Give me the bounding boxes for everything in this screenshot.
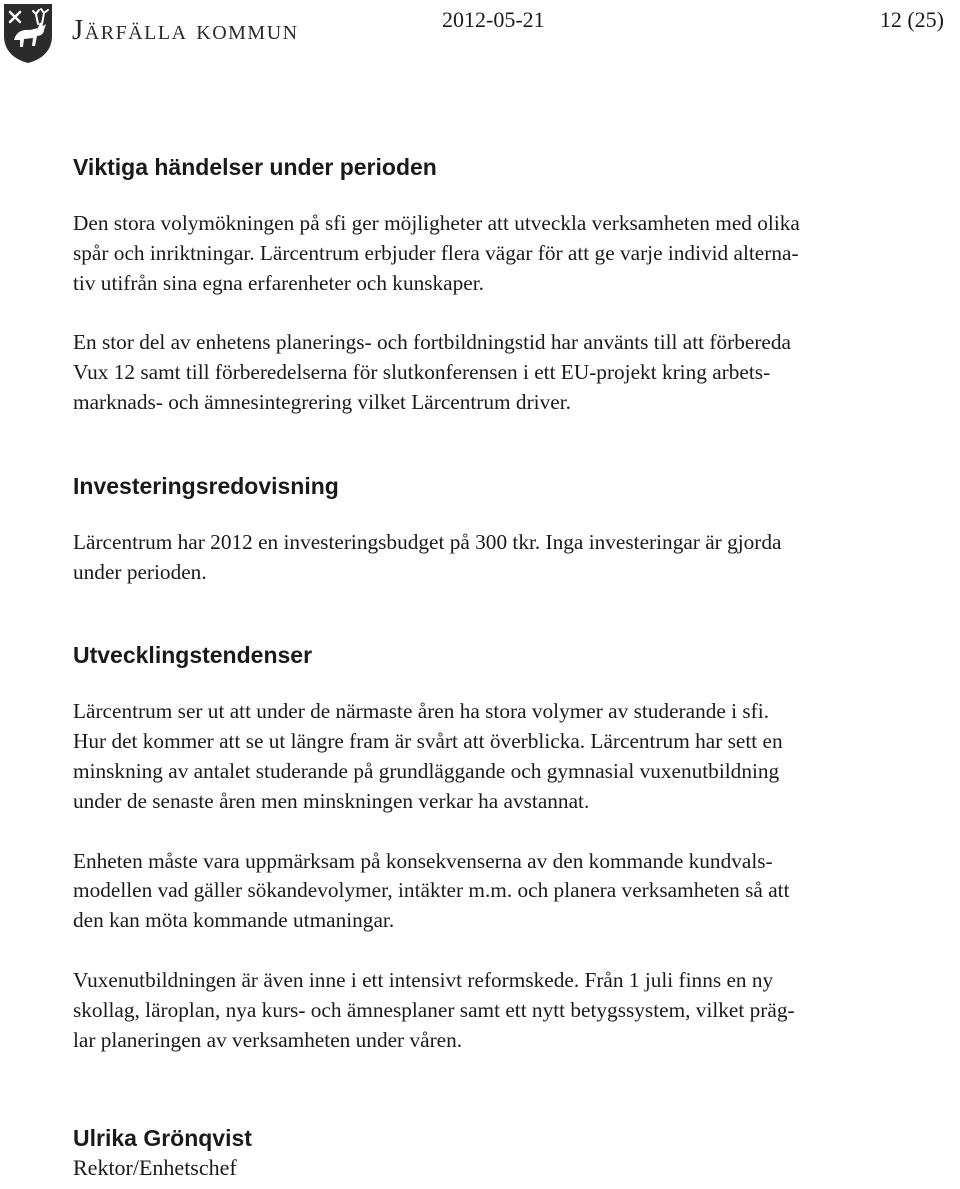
section-heading-investering: Investeringsredovisning	[73, 472, 339, 499]
signature-title: Rektor/Enhetschef	[73, 1155, 237, 1181]
page-number: 12 (25)	[879, 7, 944, 32]
paragraph-utveckling-3: Vuxenutbildningen är även inne i ett intensivt reformskede. Från 1 juli finns en ny skollag, läroplan, nya kurs- och ämnesplaner samt ett nytt betygssystem, vilket präg- lar planeringen av verksamheten under våren.	[73, 967, 795, 1052]
document-body	[73, 152, 953, 1183]
section-heading-viktiga: Viktiga händelser under perioden	[73, 154, 437, 180]
page-header	[0, 0, 960, 80]
logo-wordmark: Järfälla kommun	[72, 14, 299, 46]
paragraph-viktiga-2: En stor del av enhetens planerings- och fortbildningstid har använts till att förbereda Vux 12 samt till förberedelserna för slutkonferensen i ett EU-projekt kring arbets- marknads- och ämnesintegrering vilket Lärcentrum driver.	[73, 330, 791, 414]
coat-of-arms-icon	[2, 2, 54, 64]
paragraph-utveckling-2: Enheten måste vara uppmärksam på konsekvenserna av den kommande kundvals- modellen vad gäller sökandevolymer, intäkter m.m. och planera verksamheten så att den kan möta kommande utmaningar.	[73, 848, 790, 933]
document-date: 2012-05-21	[442, 7, 545, 32]
paragraph-investering-1: Lärcentrum har 2012 en investeringsbudget på 300 tkr. Inga investeringar är gjorda under perioden.	[73, 529, 782, 584]
section-heading-utveckling: Utvecklingstendenser	[73, 642, 313, 669]
paragraph-viktiga-1: Den stora volymökningen på sfi ger möjligheter att utveckla verksamheten med olika spår och inriktningar. Lärcentrum erbjuder flera vägar för att ge varje individ alterna- tiv utifrån sina egna erfarenheter och kunskaper.	[73, 211, 800, 295]
signature-name: Ulrika Grönqvist	[73, 1125, 252, 1152]
paragraph-utveckling-1: Lärcentrum ser ut att under de närmaste åren ha stora volymer av studerande i sfi. Hur det kommer att se ut längre fram är svårt att överblicka. Lärcentrum har sett en minskning av antalet studerande på grundläggande och gymnasial vuxenutbildning under de senaste åren men minskningen verkar ha avstannat.	[73, 699, 783, 813]
